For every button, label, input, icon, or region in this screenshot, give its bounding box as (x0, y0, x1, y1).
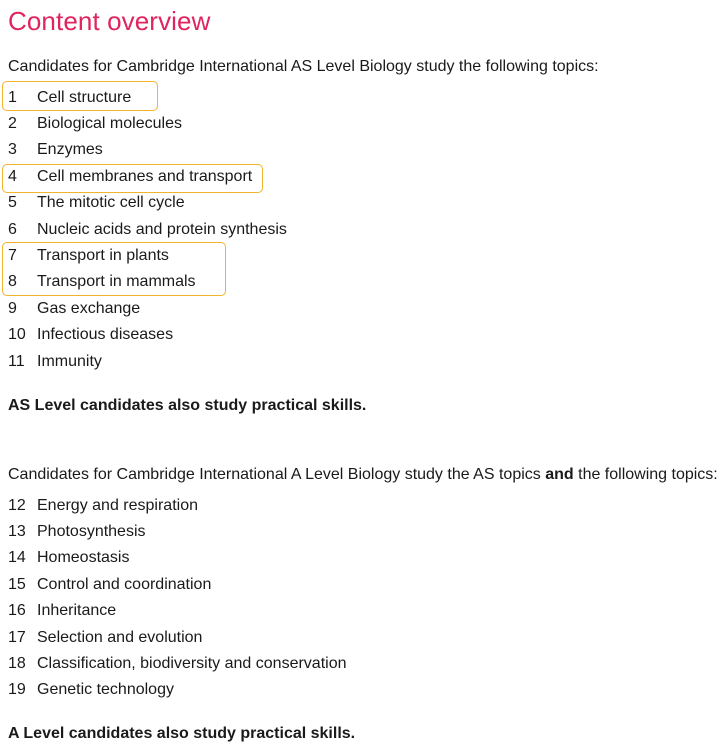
topic-label: Transport in plants (37, 247, 169, 264)
topic-item (8, 574, 211, 596)
topic-number: 19 (8, 681, 26, 698)
topic-item (8, 679, 174, 701)
topic-number: 4 (8, 168, 17, 185)
topic-label: The mitotic cell cycle (37, 194, 185, 211)
intro-text: the following topics: (573, 466, 718, 483)
topic-label: Energy and respiration (37, 497, 198, 514)
topic-label: Gas exchange (37, 300, 141, 317)
topic-number: 15 (8, 576, 26, 593)
topic-label: Transport in mammals (37, 273, 196, 290)
topic-number: 13 (8, 523, 26, 540)
topic-label: Selection and evolution (37, 629, 203, 646)
intro-emphasis: and (545, 466, 574, 483)
a-level-practical-note: A Level candidates also study practical skills. (8, 725, 356, 742)
topic-item (8, 298, 140, 320)
topic-number: 12 (8, 497, 26, 514)
topic-label: Enzymes (37, 141, 103, 158)
topic-label: Biological molecules (37, 115, 182, 132)
topic-number: 3 (8, 141, 17, 158)
topic-number: 17 (8, 629, 26, 646)
topic-item (8, 166, 252, 188)
topic-label: Cell structure (37, 89, 132, 106)
topic-label: Infectious diseases (37, 326, 174, 343)
as-practical-note: AS Level candidates also study practical skills. (8, 397, 367, 414)
a-level-intro (8, 466, 718, 484)
as-intro: Candidates for Cambridge International AS Level Biology study the following topics: (8, 58, 599, 75)
topic-item (8, 547, 129, 569)
topic-number: 18 (8, 655, 26, 672)
topic-item (8, 653, 346, 675)
topic-number: 7 (8, 247, 17, 264)
topic-item (8, 495, 198, 517)
topic-item (8, 113, 182, 135)
topic-item (8, 87, 131, 109)
topic-label: Immunity (37, 353, 102, 370)
topic-number: 11 (8, 353, 25, 370)
topic-number: 1 (8, 89, 17, 106)
topic-number: 16 (8, 602, 26, 619)
page-title: Content overview (8, 6, 211, 36)
topic-item (8, 600, 116, 622)
topic-item (8, 521, 146, 543)
topic-item (8, 219, 287, 241)
intro-text: Candidates for Cambridge International A Level Biology study the AS topics (8, 466, 546, 483)
topic-number: 14 (8, 549, 26, 566)
topic-item (8, 271, 196, 293)
topic-label: Genetic technology (37, 681, 174, 698)
topic-item (8, 245, 169, 267)
topic-label: Homeostasis (37, 549, 130, 566)
topic-number: 6 (8, 221, 17, 238)
topic-number: 2 (8, 115, 17, 132)
topic-number: 9 (8, 300, 17, 317)
topic-label: Nucleic acids and protein synthesis (37, 221, 287, 238)
topic-label: Inheritance (37, 602, 117, 619)
topic-item (8, 139, 103, 161)
topic-item (8, 324, 173, 346)
topic-label: Photosynthesis (37, 523, 146, 540)
topic-item (8, 351, 102, 373)
topic-number: 10 (8, 326, 26, 343)
topic-number: 5 (8, 194, 17, 211)
topic-label: Cell membranes and transport (37, 168, 253, 185)
topic-label: Classification, biodiversity and conservation (37, 655, 347, 672)
topic-number: 8 (8, 273, 17, 290)
topic-label: Control and coordination (37, 576, 212, 593)
topic-item (8, 627, 202, 649)
topic-item (8, 192, 185, 214)
